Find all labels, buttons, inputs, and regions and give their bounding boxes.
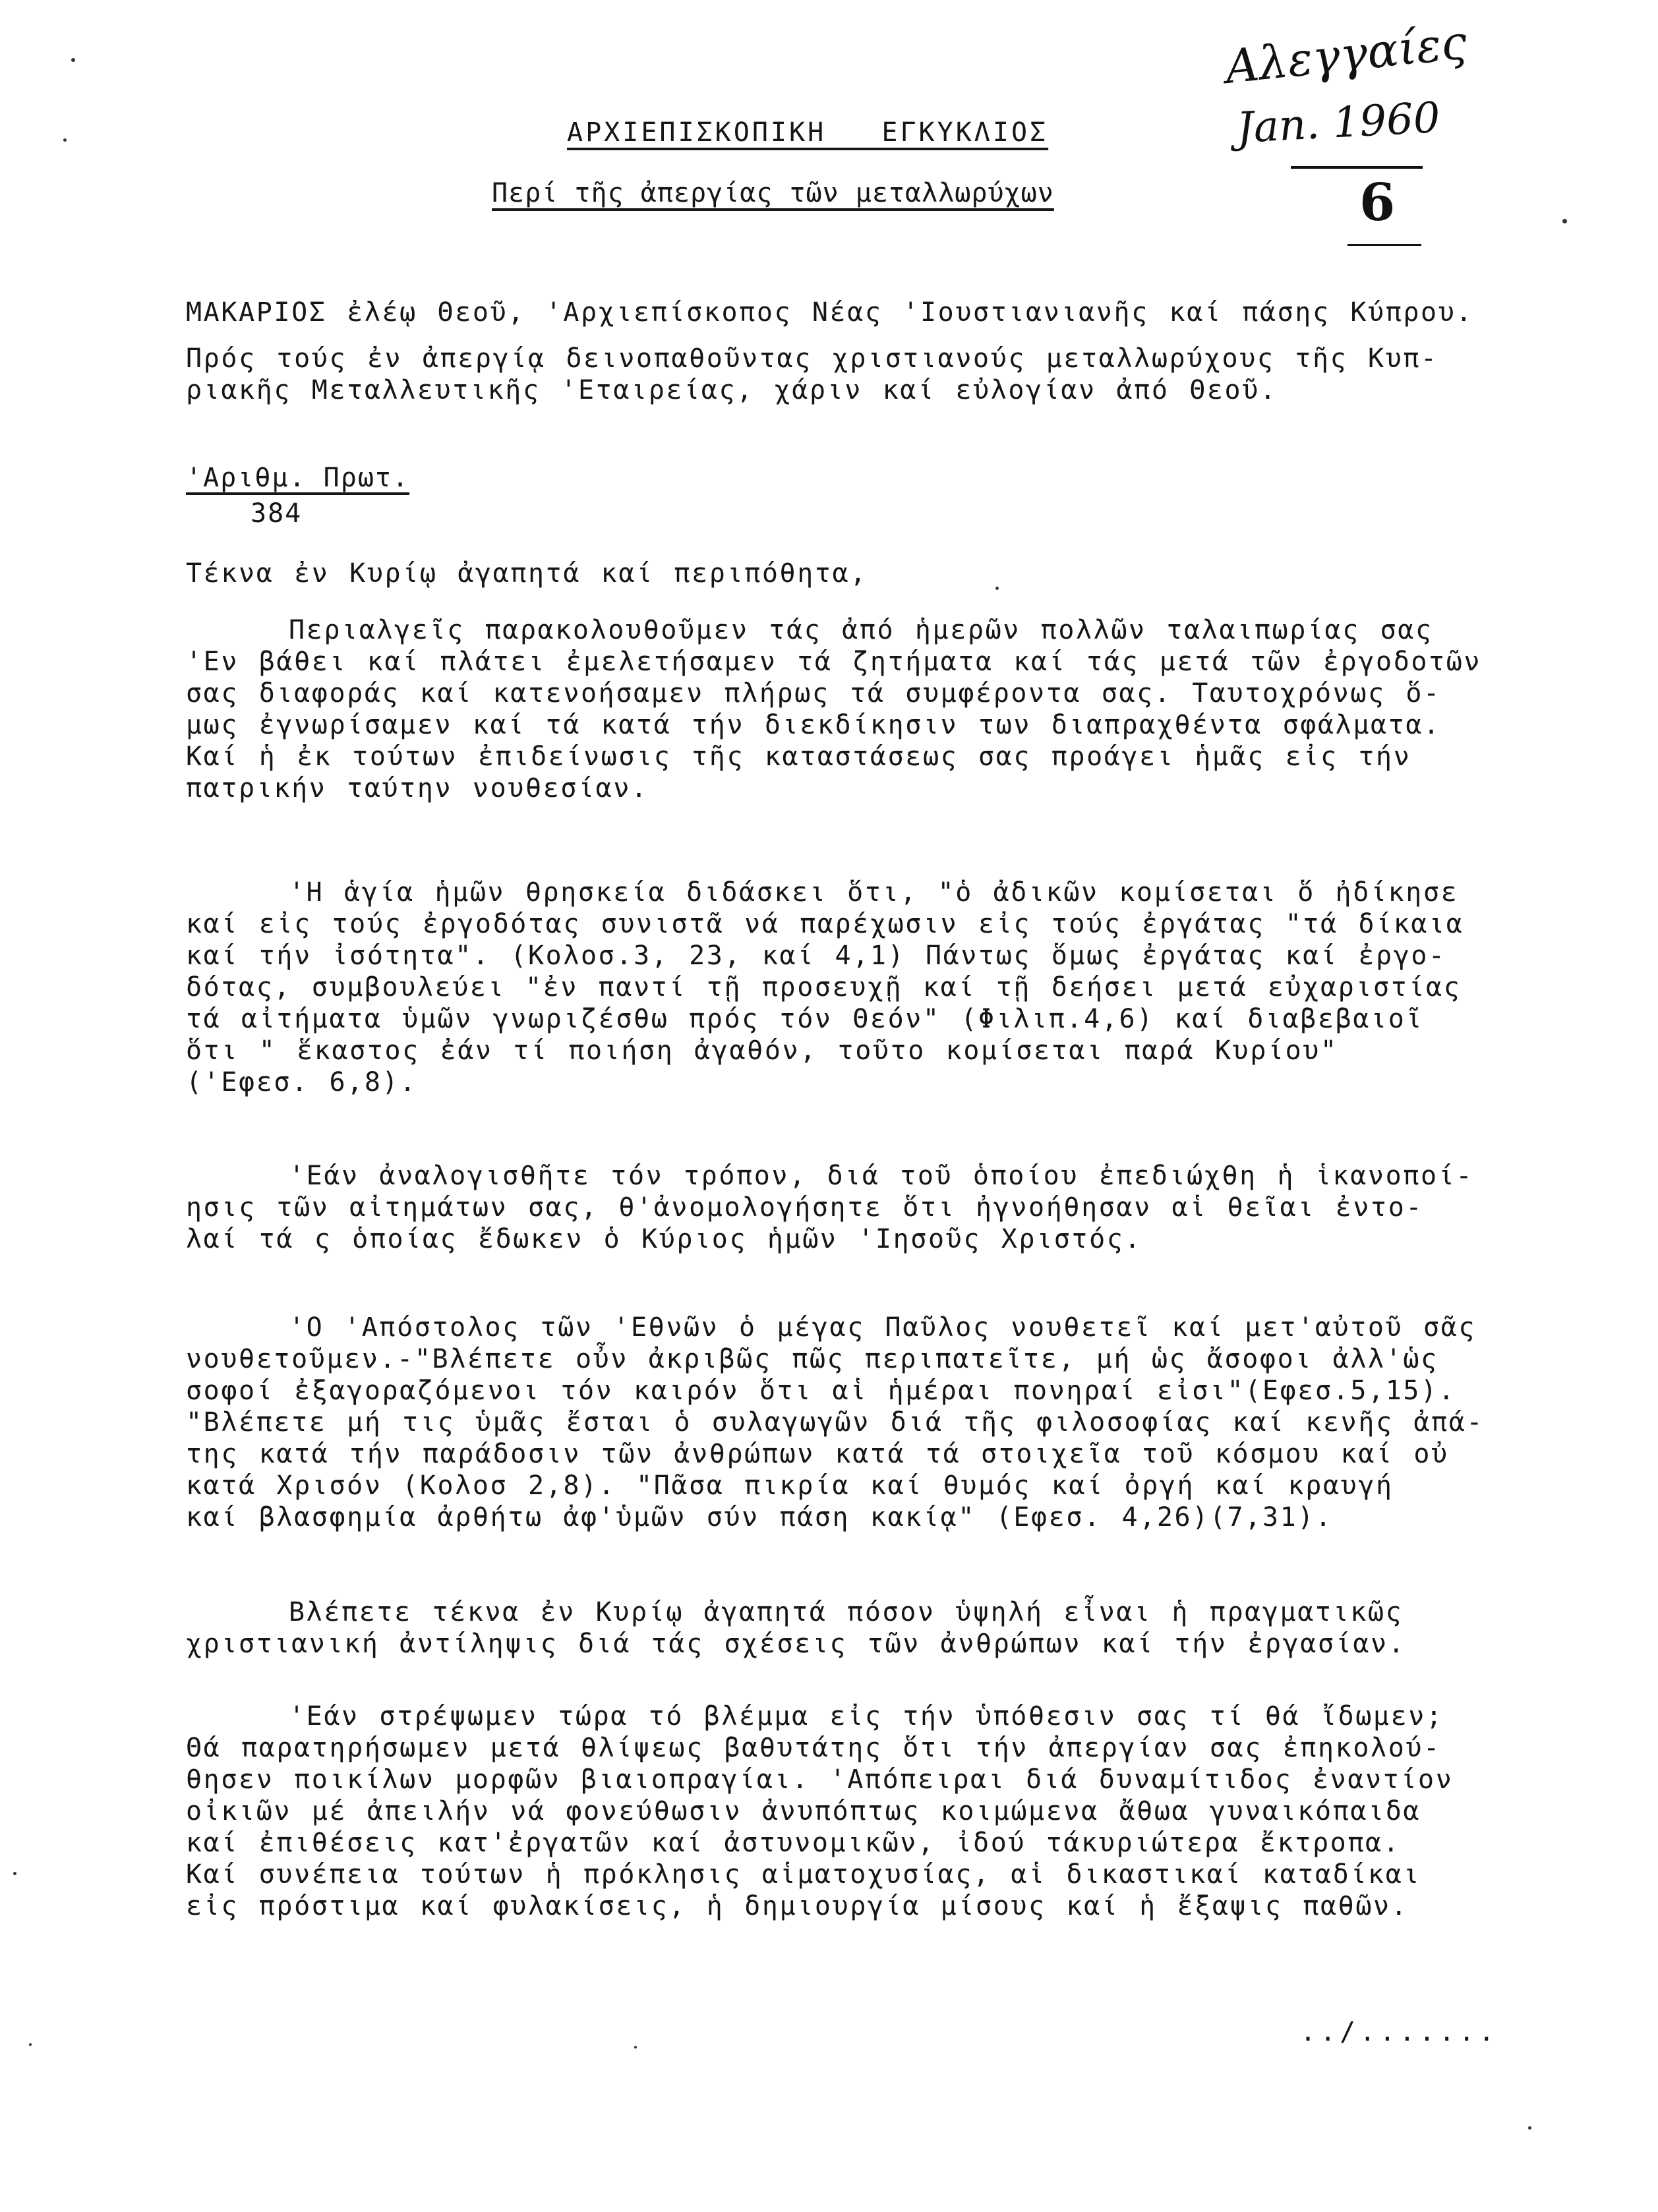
paragraph-line: χριστιανική ἀντίληψις διά τάς σχέσεις τῶν ἀνθρώπων καί τήν ἐργασίαν. bbox=[186, 1629, 1406, 1659]
paragraph-1 bbox=[186, 614, 1656, 804]
address-block bbox=[186, 297, 1656, 406]
paragraph-4 bbox=[186, 1312, 1656, 1533]
paragraph-line: νουθετοῦμεν.-"Βλέπετε οὖν ἀκριβῶς πῶς περιπατεῖτε, μή ὡς ἄσοφοι ἀλλ'ὡς bbox=[186, 1344, 1438, 1374]
paragraph-line: μως ἐγνωρίσαμεν καί τά κατά τήν διεκδίκησιν των διαπραχθέντα σφάλματα. bbox=[186, 710, 1441, 740]
handwritten-underline bbox=[1291, 166, 1423, 169]
page-title: ΑΡΧΙΕΠΙΣΚΟΠΙΚΗ ΕΓΚΥΚΛΙΟΣ bbox=[567, 117, 1049, 148]
handwritten-underline-short bbox=[1347, 244, 1421, 246]
paragraph-line: δότας, συμβουλεύει "ἐν παντί τῇ προσευχῇ καί τῇ δεήσει μετά εὐχαριστίας bbox=[186, 972, 1462, 1003]
paragraph-line: σας διαφοράς καί κατενοήσαμεν πλήρως τά συμφέροντα σας. Ταυτοχρόνως ὅ- bbox=[186, 678, 1441, 709]
paragraph-line: ὅτι " ἕκαστος ἐάν τί ποιήση ἀγαθόν, τοῦτο κομίσεται παρά Κυρίου" bbox=[186, 1035, 1338, 1066]
paragraph-line: Καί ἡ ἐκ τούτων ἐπιδείνωσις τῆς καταστάσεως σας προάγει ἡμᾶς εἰς τήν bbox=[186, 742, 1411, 772]
paragraph-line: Περιαλγεῖς παρακολουθοῦμεν τάς ἀπό ἡμερῶν πολλῶν ταλαιπωρίας σας bbox=[289, 615, 1433, 645]
paragraph-line: ησις τῶν αἰτημάτων σας, θ'ἀνομολογήσητε ὅτι ἠγνοήθησαν αἱ θεῖαι ἐντο- bbox=[186, 1192, 1424, 1223]
paragraph-line: 'Εάν ἀναλογισθῆτε τόν τρόπον, διά τοῦ ὁποίου ἐπεδιώχθη ἡ ἱκανοποί- bbox=[289, 1161, 1474, 1191]
paragraph-line: θησεν ποικίλων μορφῶν βιαιοπραγίαι. 'Απόπειραι διά δυναμίτιδος ἐναντίον bbox=[186, 1764, 1454, 1795]
handwritten-circled-mark: 6 bbox=[1359, 173, 1396, 233]
page-subtitle: Περί τῆς ἀπεργίας τῶν μεταλλωρύχων bbox=[492, 178, 1054, 208]
scan-speck bbox=[63, 138, 67, 142]
paragraph-line: 'Ο 'Απόστολος τῶν 'Εθνῶν ὁ μέγας Παῦλος νουθετεῖ καί μετ'αὐτοῦ σᾶς bbox=[289, 1312, 1477, 1343]
salutation-line: Τέκνα ἐν Κυρίῳ ἀγαπητά καί περιπόθητα, bbox=[186, 558, 868, 589]
salutation bbox=[186, 558, 1656, 589]
scan-speck bbox=[995, 587, 999, 590]
paragraph-line: πατρικήν ταύτην νουθεσίαν. bbox=[186, 773, 649, 803]
paragraph-line: 'Εν βάθει καί πλάτει ἐμελετήσαμεν τά ζητήματα καί τάς μετά τῶν ἐργοδοτῶν bbox=[186, 647, 1482, 677]
paragraph-line: της κατά τήν παράδοσιν τῶν ἀνθρώπων κατά τά στοιχεῖα τοῦ κόσμου καί οὐ bbox=[186, 1439, 1449, 1469]
paragraph-line: ('Εφεσ. 6,8). bbox=[186, 1067, 417, 1097]
paragraph-5 bbox=[186, 1596, 1656, 1660]
paragraph-6 bbox=[186, 1701, 1656, 1922]
paragraph-line: τά αἰτήματα ὑμῶν γνωριζέσθω πρός τόν Θεόν" (Φιλιπ.4,6) καί διαβεβαιοῖ bbox=[186, 1004, 1424, 1034]
paragraph-line: καί εἰς τούς ἐργοδότας συνιστᾶ νά παρέχωσιν εἰς τούς ἐργάτας "τά δίκαια bbox=[186, 909, 1464, 939]
handwritten-note-line1: Αλεγγαίες bbox=[1222, 15, 1469, 94]
scan-speck bbox=[1562, 219, 1567, 223]
paragraph-line: καί τήν ἰσότητα". (Κολοσ.3, 23, καί 4,1) Πάντως ὅμως ἐργάτας καί ἐργο- bbox=[186, 941, 1446, 971]
scan-speck bbox=[29, 2043, 32, 2046]
paragraph-line: καί ἐπιθέσεις κατ'ἐργατῶν καί ἀστυνομικῶν, ἰδού τάκυριώτερα ἔκτροπα. bbox=[186, 1828, 1401, 1858]
continuation-marker: ../....... bbox=[1300, 2017, 1498, 2047]
protocol-label: 'Αριθμ. Πρωτ. bbox=[186, 463, 410, 493]
scan-speck bbox=[634, 2046, 637, 2049]
paragraph-line: 'Εάν στρέψωμεν τώρα τό βλέμμα εἰς τήν ὑπόθεσιν σας τί θά ἴδωμεν; bbox=[289, 1701, 1444, 1732]
protocol-number: 384 bbox=[251, 498, 303, 529]
paragraph-line: καί βλασφημία ἀρθήτω ἀφ'ὑμῶν σύν πάση κακίᾳ" (Εφεσ. 4,26)(7,31). bbox=[186, 1502, 1333, 1532]
paragraph-line: οἰκιῶν μέ ἀπειλήν νά φονεύθωσιν ἀνυπόπτως κοιμώμενα ἄθωα γυναικόπαιδα bbox=[186, 1796, 1421, 1826]
address-sender: ΜΑΚΑΡΙΟΣ ἐλέῳ Θεοῦ, 'Αρχιεπίσκοπος Νέας 'Ιουστιανιανῆς καί πάσης Κύπρου. bbox=[186, 297, 1474, 328]
scan-speck bbox=[71, 58, 75, 62]
paragraph-line: Θά παρατηρήσωμεν μετά θλίψεως βαθυτάτης ὅτι τήν ἀπεργίαν σας ἐπηκολού- bbox=[186, 1733, 1441, 1763]
address-recipients-line: Πρός τούς ἐν ἀπεργίᾳ δεινοπαθοῦντας χριστιανούς μεταλλωρύχους τῆς Κυπ- bbox=[186, 343, 1438, 374]
paragraph-line: "Βλέπετε μή τις ὑμᾶς ἔσται ὁ συλαγωγῶν διά τῆς φιλοσοφίας καί κενῆς ἀπά- bbox=[186, 1407, 1485, 1438]
scan-speck bbox=[13, 1872, 16, 1875]
paragraph-3 bbox=[186, 1160, 1656, 1255]
paragraph-2 bbox=[186, 877, 1656, 1098]
scan-speck bbox=[1528, 2126, 1531, 2130]
paragraph-line: Καί συνέπεια τούτων ἡ πρόκλησις αἱματοχυσίας, αἱ δικαστικαί καταδίκαι bbox=[186, 1859, 1421, 1890]
paragraph-line: Βλέπετε τέκνα ἐν Κυρίῳ ἀγαπητά πόσον ὑψηλή εἶναι ἡ πραγματικῶς bbox=[289, 1597, 1404, 1627]
paragraph-line: 'Η ἁγία ἡμῶν θρησκεία διδάσκει ὅτι, "ὁ ἀδικῶν κομίσεται ὅ ἠδίκησε bbox=[289, 877, 1459, 908]
handwritten-note-line2: Jan. 1960 bbox=[1235, 93, 1442, 154]
paragraph-line: σοφοί ἐξαγοραζόμενοι τόν καιρόν ὅτι αἱ ἡμέραι πονηραί εἰσι"(Εφεσ.5,15). bbox=[186, 1376, 1456, 1406]
paragraph-line: εἰς πρόστιμα καί φυλακίσεις, ἡ δημιουργία μίσους καί ἡ ἔξαψις παθῶν. bbox=[186, 1891, 1409, 1921]
address-recipients-line: ριακῆς Μεταλλευτικῆς 'Εταιρείας, χάριν καί εὐλογίαν ἀπό Θεοῦ. bbox=[186, 375, 1278, 405]
paragraph-line: κατά Χρισόν (Κολοσ 2,8). "Πᾶσα πικρία καί θυμός καί ὀργή καί κραυγή bbox=[186, 1470, 1394, 1501]
paragraph-line: λαί τά ς ὁποίας ἔδωκεν ὁ Κύριος ἡμῶν 'Ιησοῦς Χριστός. bbox=[186, 1224, 1142, 1254]
